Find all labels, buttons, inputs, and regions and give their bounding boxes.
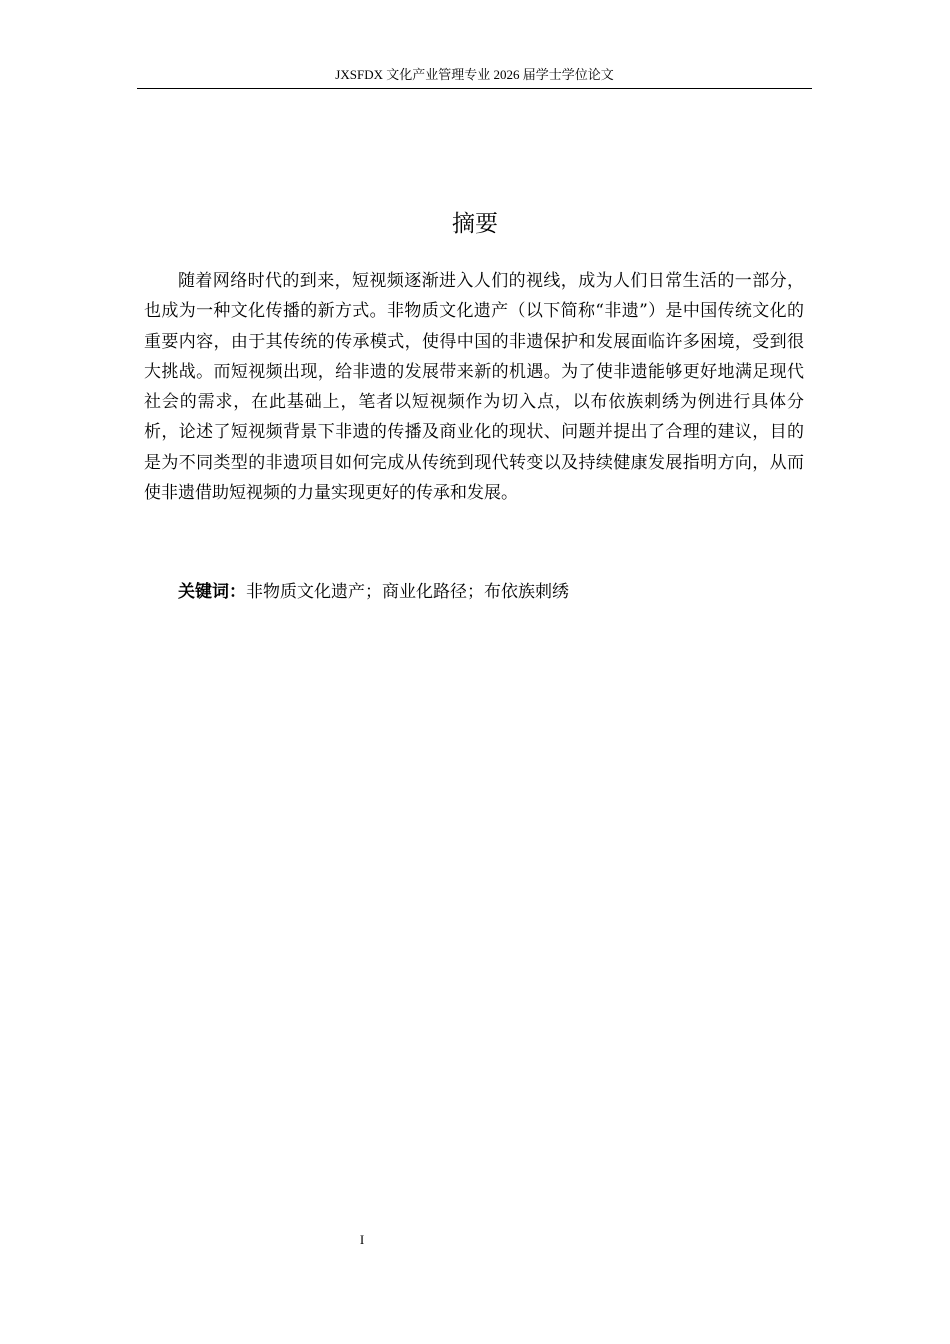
header-text: JXSFDX 文化产业管理专业 2026 届学士学位论文 bbox=[335, 67, 614, 82]
abstract-body: 随着网络时代的到来，短视频逐渐进入人们的视线，成为人们日常生活的一部分，也成为一种文化传播的新方式。非物质文化遗产（以下简称“非遗”）是中国传统文化的重要内容，由于其传统的传承模式，使得中国的非遗保护和发展面临许多困境，受到很大挑战。而短视频出现，给非遗的发展带来新的机遇。为了使非遗能够更好地满足现代社会的需求，在此基础上，笔者以短视频作为切入点，以布依族刺绣为例进行具体分析，论述了短视频背景下非遗的传播及商业化的现状、问题并提出了合理的建议，目的是为不同类型的非遗项目如何完成从传统到现代转变以及持续健康发展指明方向，从而使非遗借助短视频的力量实现更好的传承和发展。 bbox=[144, 271, 804, 504]
keywords bbox=[178, 577, 798, 607]
keywords-label: 关键词： bbox=[178, 582, 246, 602]
abstract-title: 摘要 bbox=[452, 211, 498, 237]
keywords-value: 非物质文化遗产；商业化路径；布依族刺绣 bbox=[246, 582, 569, 602]
page-header bbox=[137, 64, 812, 89]
page-number: I bbox=[359, 1232, 365, 1247]
